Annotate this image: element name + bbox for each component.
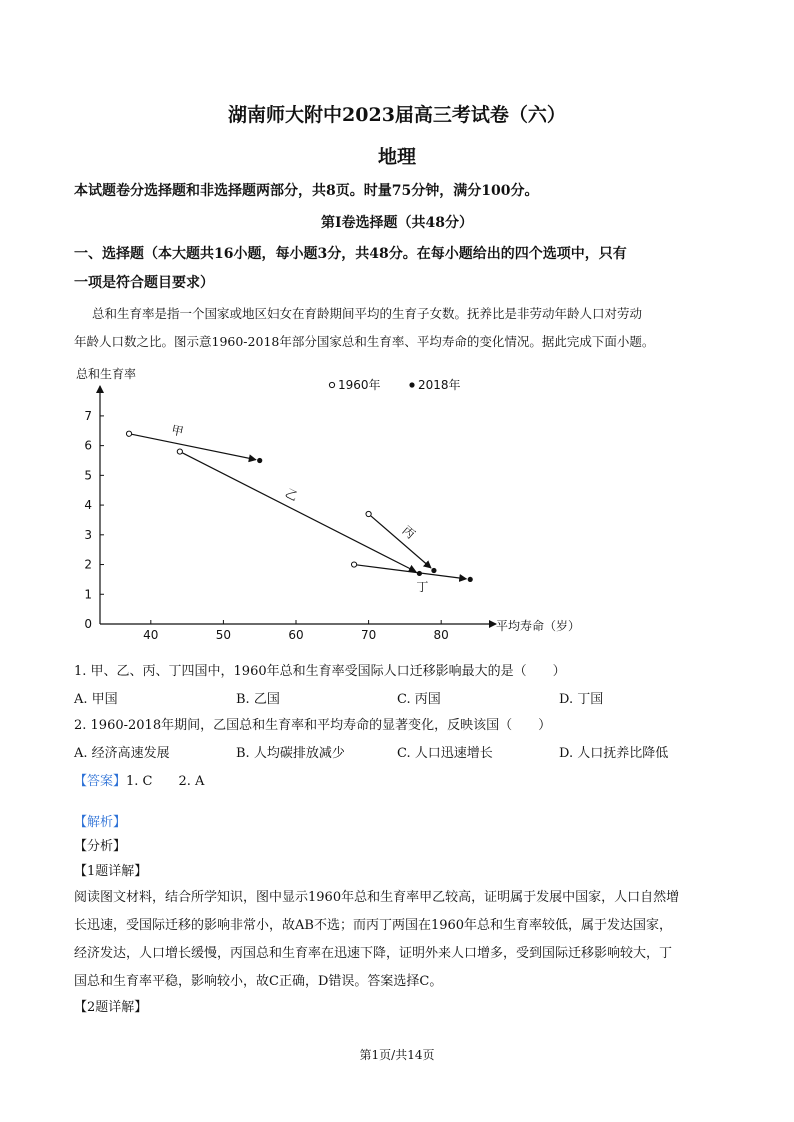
legend-2018-label: 2018年 [418, 378, 461, 392]
answer-line [74, 770, 204, 789]
fertility-lifespan-chart [70, 358, 600, 648]
q1-detail-line: 国总和生育率平稳，影响较小，故C正确，D错误。答案选择C。 [74, 974, 443, 989]
q2-option-a[interactable]: A. 经济高速发展 [74, 746, 170, 761]
point-2018 [468, 577, 473, 582]
page-number: 第1页/共14页 [359, 1048, 435, 1062]
instruction-line-1: 一、选择题（本大题共16小题，每小题3分，共48分。在每小题给出的四个选项中，只有 [74, 246, 627, 262]
q1-detail-line: 长迅速，受国际迁移的影响非常小，故AB不选；而丙丁两国在1960年总和生育率较低，属于发达国家， [74, 918, 673, 933]
series-label: 丁 [416, 580, 429, 595]
instruction-line-2: 一项是符合题目要求） [74, 275, 214, 291]
series-label: 乙 [282, 485, 300, 504]
fenxi-heading: 【分析】 [74, 839, 127, 854]
answer-text: 1. C 2. A [126, 774, 205, 789]
exam-info: 本试题卷分选择题和非选择题两部分，共8页。时量75分钟，满分100分。 [74, 183, 539, 199]
x-tick-label: 80 [433, 628, 449, 642]
series-arrow [183, 453, 416, 572]
point-2018 [431, 568, 436, 573]
y-tick-label: 3 [84, 527, 92, 542]
q2-option-c[interactable]: C. 人口迅速增长 [397, 746, 493, 761]
subject-title: 地理 [377, 146, 416, 168]
y-tick-label: 0 [84, 617, 92, 631]
x-tick-label: 40 [143, 628, 159, 642]
q1-option-b[interactable]: B. 乙国 [236, 692, 280, 707]
point-1960 [366, 511, 371, 516]
q1-option-c[interactable]: C. 丙国 [397, 692, 441, 707]
q1-detail-line: 阅读图文材料，结合所学知识，图中显示1960年总和生育率甲乙较高，证明属于发展中国家，人口自然增 [74, 890, 680, 905]
question-2-stem: 2. 1960-2018年期间，乙国总和生育率和平均寿命的显著变化，反映该国（ ） [74, 718, 552, 733]
q2-option-b[interactable]: B. 人均碳排放减少 [236, 746, 345, 761]
series-label: 甲 [170, 422, 185, 440]
x-tick-label: 60 [288, 628, 304, 642]
question-1-stem: 1. 甲、乙、丙、丁四国中，1960年总和生育率受国际人口迁移影响最大的是（ ） [74, 664, 566, 679]
q2-detail-heading: 【2题详解】 [74, 1000, 148, 1015]
q1-detail-line: 经济发达，人口增长缓慢，丙国总和生育率在迅速下降，证明外来人口增多，受到国际迁移影响较大，丁 [74, 946, 673, 961]
y-tick-label: 6 [84, 438, 92, 453]
q1-option-a[interactable]: A. 甲国 [74, 692, 118, 707]
x-tick-label: 50 [215, 628, 232, 642]
x-axis-label: 平均寿命（岁） [496, 619, 581, 633]
answer-label: 【答案】 [74, 774, 127, 789]
point-2018 [257, 458, 262, 463]
section-title: 第Ⅰ卷选择题（共48分） [320, 215, 474, 231]
q2-option-d[interactable]: D. 人口抚养比降低 [559, 746, 669, 761]
analysis-heading: 【解析】 [74, 815, 127, 830]
series-arrow [371, 516, 431, 568]
q1-option-d[interactable]: D. 丁国 [559, 692, 604, 707]
point-1960 [177, 449, 182, 454]
point-1960 [126, 431, 131, 436]
point-1960 [351, 562, 356, 567]
legend-2018-marker [409, 382, 414, 387]
legend-1960-label: 1960年 [338, 378, 381, 392]
series-arrow [132, 434, 256, 459]
exam-title: 湖南师大附中2023届高三考试卷（六） [228, 104, 566, 126]
y-tick-label: 1 [84, 587, 92, 602]
y-tick-label: 2 [84, 557, 92, 572]
x-tick-label: 70 [360, 628, 377, 642]
series-arrow [357, 565, 466, 579]
y-tick-label: 7 [84, 408, 92, 423]
material-line-1: 总和生育率是指一个国家或地区妇女在育龄期间平均的生育子女数。抚养比是非劳动年龄人口对劳动 [92, 306, 643, 321]
y-tick-label: 5 [84, 468, 92, 483]
series-label: 丙 [399, 523, 418, 542]
material-line-2: 年龄人口数之比。图示意1960-2018年部分国家总和生育率、平均寿命的变化情况。据此完成下面小题。 [74, 334, 655, 349]
q1-detail-heading: 【1题详解】 [74, 864, 148, 879]
legend-1960-marker [329, 382, 334, 387]
y-tick-label: 4 [84, 498, 92, 513]
y-axis-label: 总和生育率 [76, 367, 137, 381]
